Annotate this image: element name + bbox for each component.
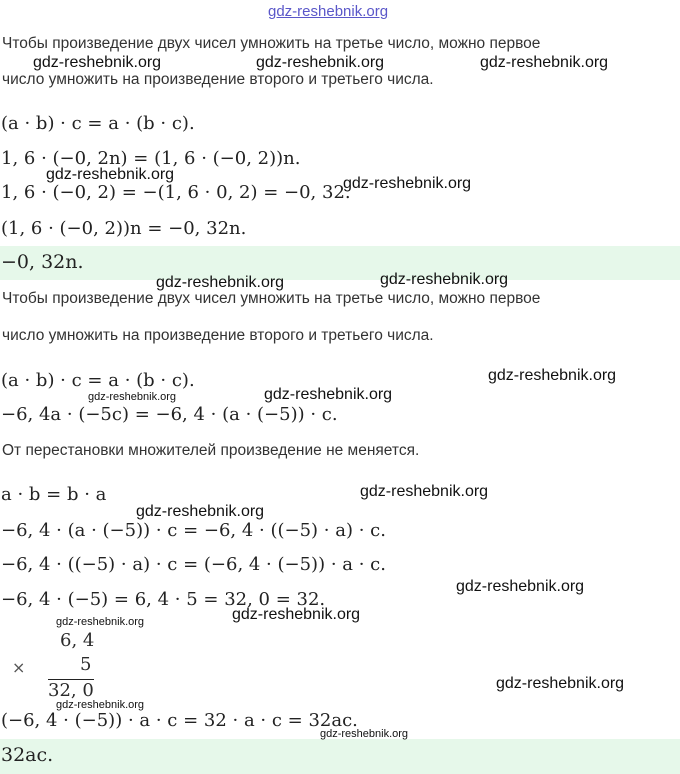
watermark: gdz-reshebnik.org [320,728,409,740]
answer-box [0,739,680,774]
answer-text: −0, 32n. [1,251,84,273]
associative-formula: (a · b) · c = a · (b · c). [1,113,195,134]
answer-box [0,246,680,280]
rule-text-line2: число умножить на произведение второго и третьего числа. [2,71,434,88]
solution-step: (−6, 4 · (−5)) · a · c = 32 · a · c = 32ac. [1,710,358,731]
rule-text-line1: Чтобы произведение двух чисел умножить на третье число, можно первое [2,290,541,307]
top-watermark-link[interactable]: gdz-reshebnik.org [268,3,389,20]
watermark: gdz-reshebnik.org [56,699,145,711]
solution-step: −6, 4 · (a · (−5)) · c = −6, 4 · ((−5) · a) · c. [1,520,386,541]
rule-text-line1: Чтобы произведение двух чисел умножить на третье число, можно первое [2,35,541,52]
watermark: gdz-reshebnik.org [156,274,285,291]
watermark: gdz-reshebnik.org [456,578,585,595]
solution-step: −6, 4 · ((−5) · a) · c = (−6, 4 · (−5)) · a · c. [1,554,386,575]
column-multiplication [0,626,120,706]
solution-step: −6, 4a · (−5c) = −6, 4 · (a · (−5)) · c. [1,404,338,425]
watermark: gdz-reshebnik.org [488,367,617,384]
watermark: gdz-reshebnik.org [360,483,489,500]
associative-formula: (a · b) · c = a · (b · c). [1,370,195,391]
watermark: gdz-reshebnik.org [343,175,472,192]
watermark: gdz-reshebnik.org [56,616,145,628]
commutative-formula: a · b = b · a [1,484,107,505]
solution-step: 1, 6 · (−0, 2n) = (1, 6 · (−0, 2))n. [1,148,301,169]
solution-step: −6, 4 · (−5) = 6, 4 · 5 = 32, 0 = 32. [1,589,326,610]
watermark: gdz-reshebnik.org [256,54,385,71]
solution-step: (1, 6 · (−0, 2))n = −0, 32n. [1,218,247,239]
watermark: gdz-reshebnik.org [88,391,177,403]
solution-step: 1, 6 · (−0, 2) = −(1, 6 · 0, 2) = −0, 32. [1,182,351,203]
watermark: gdz-reshebnik.org [264,386,393,403]
multiply-sign: × [12,658,26,677]
multiplier: 5 [80,654,92,675]
watermark: gdz-reshebnik.org [380,271,509,288]
watermark: gdz-reshebnik.org [496,675,625,692]
watermark: gdz-reshebnik.org [33,54,162,71]
watermark: gdz-reshebnik.org [232,606,361,623]
watermark: gdz-reshebnik.org [46,166,175,183]
rule-text-line2: число умножить на произведение второго и третьего числа. [2,327,434,344]
product: 32, 0 [48,680,94,701]
commutative-note: От перестановки множителей произведение не меняется. [2,442,420,459]
answer-text: 32ac. [1,744,54,766]
watermark: gdz-reshebnik.org [136,503,265,520]
watermark: gdz-reshebnik.org [480,54,609,71]
multiplicand: 6, 4 [60,630,95,651]
